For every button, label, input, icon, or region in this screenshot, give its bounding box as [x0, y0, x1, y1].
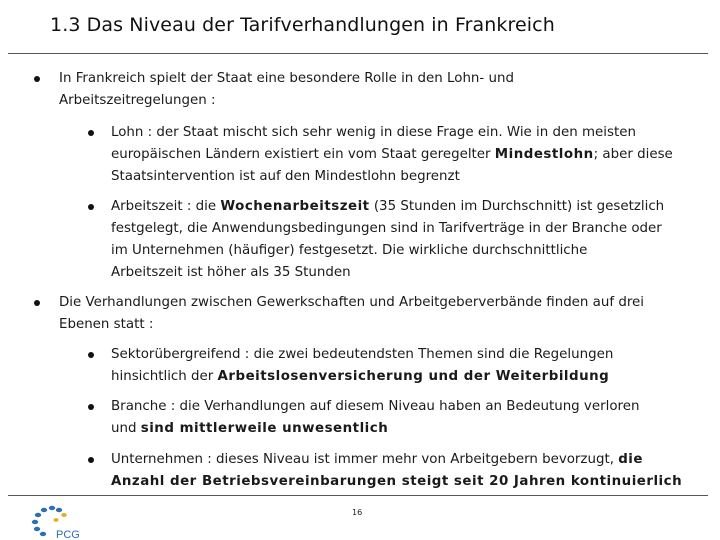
sub-bullet-branche: [111, 396, 706, 440]
sub-bullet-arbeitszeit-line-1: Arbeitszeit : die Wochenarbeitszeit (35 Stunden im Durchschnitt) ist gesetzlich: [111, 199, 665, 214]
sub-bullet-sektor-line-2: hinsichtlich der Arbeitslosenversicherung und der Weiterbildung: [111, 369, 610, 384]
sub-bullet-arbeitszeit-line-2: festgelegt, die Anwendungsbedingungen sind in Tarifverträge in der Branche oder: [111, 221, 662, 236]
emphasis-die: die: [618, 452, 643, 467]
sub-bullet-lohn-line-1: Lohn : der Staat mischt sich sehr wenig in diese Frage ein. Wie in den meisten: [111, 125, 636, 140]
bullet-2-line-2: Ebenen statt :: [59, 317, 154, 332]
emphasis-unwesentlich: sind mittlerweile unwesentlich: [140, 421, 389, 436]
page-number: 16: [352, 508, 363, 517]
title-divider: [8, 53, 708, 54]
bullet-dot: [88, 352, 94, 358]
emphasis-wochenarbeitszeit: Wochenarbeitszeit: [220, 199, 370, 214]
sub-bullet-branche-line-2: und sind mittlerweile unwesentlich: [111, 421, 389, 436]
bullet-dot: [88, 204, 94, 210]
bullet-1-line-2: Arbeitszeitregelungen :: [59, 93, 216, 108]
sub-bullet-unternehmen-line-2: [111, 471, 706, 493]
bullet-2: [59, 292, 699, 336]
sub-bullet-branche-line-1: Branche : die Verhandlungen auf diesem Niveau haben an Bedeutung verloren: [111, 399, 640, 414]
emphasis-mindestlohn: Mindestlohn: [494, 147, 594, 162]
logo-text: PCG: [56, 529, 80, 540]
sub-bullet-arbeitszeit: [111, 196, 706, 284]
sub-bullet-sektor: [111, 344, 706, 388]
bullet-2-line-1: Die Verhandlungen zwischen Gewerkschaften und Arbeitgeberverbände finden auf drei: [59, 295, 645, 310]
bullet-dot: [88, 404, 94, 410]
bullet-dot: [34, 76, 40, 82]
footer-divider: [8, 495, 708, 496]
emphasis-arbeitslosenversicherung: Arbeitslosenversicherung und der Weiterbildung: [217, 369, 610, 384]
bullet-dot: [34, 300, 40, 306]
sub-bullet-sektor-line-1: Sektorübergreifend : die zwei bedeutendsten Themen sind die Regelungen: [111, 347, 614, 362]
sub-bullet-arbeitszeit-line-3: im Unternehmen (häufiger) festgesetzt. Die wirkliche durchschnittliche: [111, 243, 588, 258]
bullet-dot: [88, 130, 94, 136]
slide-title: 1.3 Das Niveau der Tarifverhandlungen in Frankreich: [50, 14, 555, 36]
sub-bullet-lohn-line-3: Staatsintervention ist auf den Mindestlohn begrenzt: [111, 169, 460, 184]
emphasis-betriebsvereinbarungen: Anzahl der Betriebsvereinbarungen steigt seit 20 Jahren kontinuierlich: [111, 474, 683, 489]
bullet-dot: [88, 457, 94, 463]
pcg-logo: [26, 500, 96, 540]
sub-bullet-lohn-line-2: europäischen Ländern existiert ein vom Staat geregelter Mindestlohn; aber diese: [111, 147, 673, 162]
sub-bullet-unternehmen: [111, 449, 706, 493]
sub-bullet-lohn: [111, 122, 706, 188]
bullet-1: [59, 68, 699, 112]
sub-bullet-arbeitszeit-line-4: Arbeitszeit ist höher als 35 Stunden: [111, 265, 351, 280]
bullet-1-line-1: In Frankreich spielt der Staat eine besondere Rolle in den Lohn- und: [59, 71, 514, 86]
sub-bullet-unternehmen-line-1: Unternehmen : dieses Niveau ist immer mehr von Arbeitgebern bevorzugt, die: [111, 452, 643, 467]
